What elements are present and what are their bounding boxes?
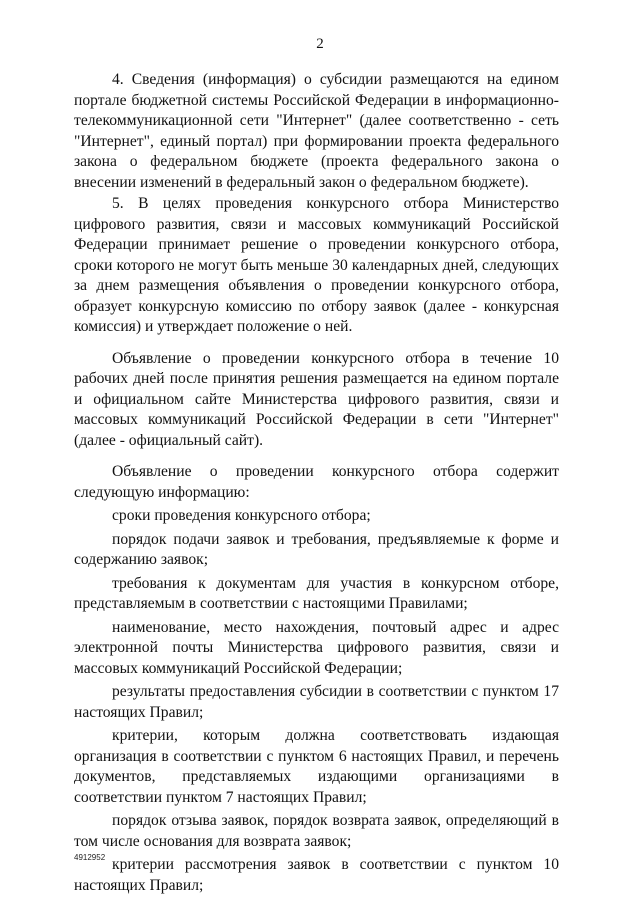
list-item-deadlines: сроки проведения конкурсного отбора;: [112, 507, 371, 524]
list-item-document-requirements: требования к документам для участия в конкурсном отборе, представляемым в соответствии с настоящими Правилами;: [74, 574, 559, 612]
paragraph-announcement-publication: Объявление о проведении конкурсного отбора в течение 10 рабочих дней после принятия решения размещается на едином портале и официальном сайте Министерства цифрового развития, связи и массовых коммуникаций Российской Федерации в сети "Интернет" (далее - официальный сайт).: [74, 349, 559, 449]
page-number: 2: [316, 36, 324, 52]
list-item-subsidy-results: результаты предоставления субсидии в соответствии с пунктом 17 настоящих Правил;: [74, 683, 559, 721]
list-item-review-criteria: критерии рассмотрения заявок в соответствии с пунктом 10 настоящих Правил;: [74, 856, 559, 894]
list-item-submission-order: порядок подачи заявок и требования, предъявляемые к форме и содержанию заявок;: [74, 530, 559, 568]
list-item-publisher-criteria: критерии, которым должна соответствовать издающая организация в соответствии с пунктом 6 настоящих Правил, и перечень документов, представляемых издающими организациями в соответствии пунктом 7 настоящих Правил;: [74, 727, 559, 806]
paragraph-announcement-content: Объявление о проведении конкурсного отбора содержит следующую информацию:: [74, 463, 559, 501]
list-item-withdrawal-order: порядок отзыва заявок, порядок возврата заявок, определяющий в том числе основания для возврата заявок;: [74, 812, 559, 850]
paragraph-item-4: 4. Сведения (информация) о субсидии размещаются на едином портале бюджетной системы Российской Федерации в информационно-телекоммуникационной сети "Интернет" (далее соответственно - сеть "Интернет", единый портал) при формировании проекта федерального закона о федеральном бюджете (проекта федерального закона о внесении изменений в федеральный закон о федеральном бюджете).: [74, 71, 559, 191]
list-item-ministry-contacts: наименование, место нахождения, почтовый адрес и адрес электронной почты Министерства цифрового развития, связи и массовых коммуникаций Российской Федерации;: [74, 618, 559, 677]
document-body: [74, 70, 559, 896]
paragraph-item-5: 5. В целях проведения конкурсного отбора Министерство цифрового развития, связи и массовых коммуникаций Российской Федерации принимает решение о проведении конкурсного отбора, сроки которого не могут быть меньше 30 календарных дней, следующих за днем размещения объявления о проведении конкурсного отбора, образует конкурсную комиссию по отбору заявок (далее - конкурсная комиссия) и утверждает положение о ней.: [74, 195, 559, 335]
document-code: 4912952: [74, 853, 106, 862]
